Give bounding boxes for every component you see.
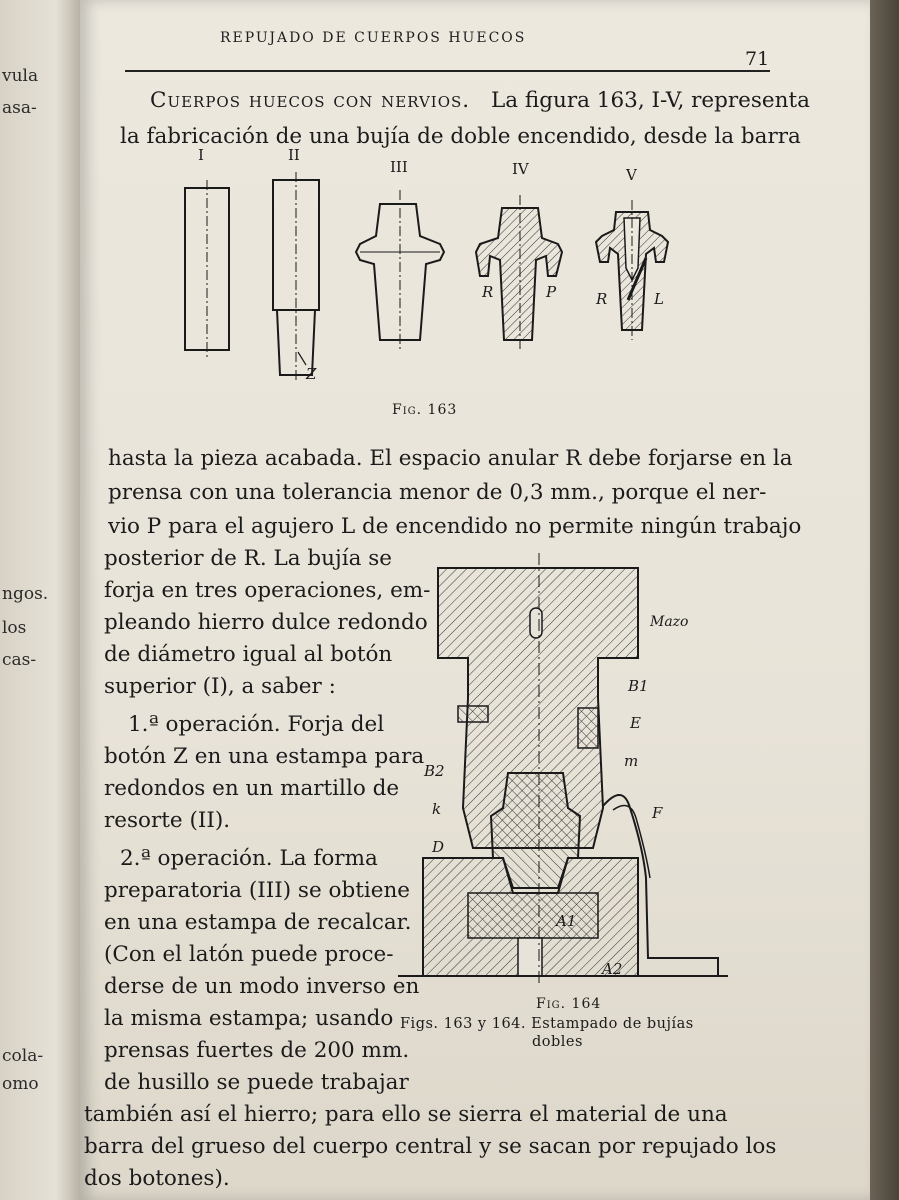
intro-line-1	[150, 88, 810, 113]
left-page-fragment: asa-	[2, 98, 37, 118]
fig163-letter-l: L	[654, 290, 664, 308]
bar-stage-II	[273, 172, 319, 380]
fig164-caption: Fig. 164	[536, 996, 602, 1012]
column-line: forja en tres operaciones, em-	[104, 578, 431, 603]
left-page-margin	[0, 0, 80, 1200]
column-line: superior (I), a saber :	[104, 674, 336, 699]
column-line: dos botones).	[84, 1166, 230, 1191]
page-edge	[870, 0, 899, 1200]
column-line: preparatoria (III) se obtiene	[104, 878, 411, 903]
column-line: resorte (II).	[104, 808, 231, 833]
column-line: 2.ª operación. La forma	[120, 846, 378, 871]
fig163-letter-z: Z	[306, 365, 317, 383]
bar-stage-I	[185, 180, 229, 360]
column-line: pleando hierro dulce redondo	[104, 610, 428, 635]
fig164-label-e: E	[630, 714, 641, 732]
left-page-fragment: vula	[2, 66, 39, 86]
finished-stage-V	[596, 200, 668, 340]
body-line: prensa con una tolerancia menor de 0,3 mm., porque el ner-	[108, 480, 767, 505]
fig163-label-III: III	[390, 158, 408, 176]
fig164-label-mazo: Mazo	[650, 614, 689, 630]
left-page-fragment: cas-	[2, 650, 37, 670]
column-line: redondos en un martillo de	[104, 776, 400, 801]
fig163-letter-r: R	[482, 283, 494, 301]
fig164-caption-line-2: dobles	[532, 1034, 583, 1050]
left-page-fragment: omo	[2, 1074, 39, 1094]
fig164-label-f: F	[652, 804, 663, 822]
column-line: barra del grueso del cuerpo central y se sacan por repujado los	[84, 1134, 777, 1159]
fig164-caption-line-1: Figs. 163 y 164. Estampado de bujías	[400, 1016, 694, 1032]
figure-163	[170, 140, 690, 400]
column-line: la misma estampa; usando	[104, 1006, 394, 1031]
column-line: derse de un modo inverso en	[104, 974, 420, 999]
upset-stage-III	[356, 190, 444, 350]
fig164-label-a1: A1	[556, 912, 577, 930]
body-line: hasta la pieza acabada. El espacio anular R debe forjarse en la	[108, 446, 793, 471]
column-line: de diámetro igual al botón	[104, 642, 393, 667]
left-page-fragment: cola-	[2, 1046, 44, 1066]
column-line: botón Z en una estampa para	[104, 744, 425, 769]
intro-line-1-text: La figura 163, I-V, representa	[490, 88, 810, 113]
fig163-letter-r2: R	[596, 290, 608, 308]
intro-line-2: la fabricación de una bujía de doble encendido, desde la barra	[120, 124, 801, 149]
column-line: de husillo se puede trabajar	[104, 1070, 409, 1095]
column-line: 1.ª operación. Forja del	[128, 712, 385, 737]
fig164-label-a2: A2	[602, 960, 623, 978]
running-head: REPUJADO DE CUERPOS HUECOS	[220, 30, 527, 46]
left-page-fragment: ngos.	[2, 584, 49, 604]
fig164-label-b1: B1	[628, 677, 649, 695]
fig163-label-V: V	[626, 166, 637, 184]
column-line: prensas fuertes de 200 mm.	[104, 1038, 410, 1063]
column-line: posterior de R. La bujía se	[104, 546, 392, 571]
header-rule	[125, 70, 770, 72]
fig163-caption: Fig. 163	[392, 402, 458, 418]
forged-stage-IV	[476, 195, 562, 352]
column-line: también así el hierro; para ello se sierra el material de una	[84, 1102, 728, 1127]
fig164-label-b2: B2	[424, 762, 445, 780]
column-line: (Con el latón puede proce-	[104, 942, 394, 967]
fig163-label-II: II	[288, 146, 300, 164]
body-line: vio P para el agujero L de encendido no permite ningún trabajo	[108, 514, 802, 539]
section-heading: Cuerpos huecos con nervios.	[150, 88, 471, 113]
fig163-letter-p: P	[546, 283, 557, 301]
fig164-label-d: D	[432, 838, 445, 856]
column-line: en una estampa de recalcar.	[104, 910, 412, 935]
fig164-label-m: m	[624, 752, 639, 770]
fig164-label-k: k	[432, 800, 442, 818]
left-page-fragment: los	[2, 618, 27, 638]
page-number: 71	[745, 48, 770, 70]
fig163-label-I: I	[198, 146, 204, 164]
fig163-label-IV: IV	[512, 160, 529, 178]
